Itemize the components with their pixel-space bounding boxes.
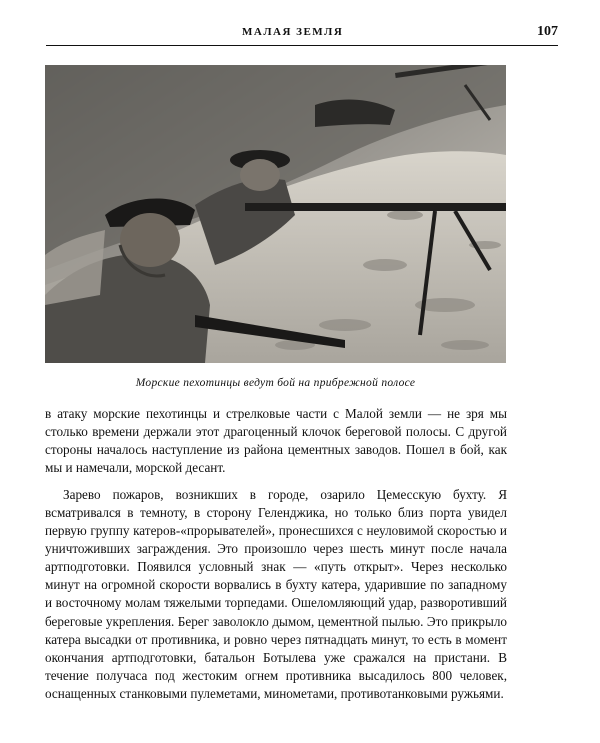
paragraph: в атаку морские пехотинцы и стрелковые части с Малой земли — не зря мы столько времени держали этот драгоценный клочок береговой полосы. С другой стороны началось наступление из района цементных заводов. Пошел в бой, как мы и намечали, морской десант. <box>45 406 507 476</box>
paragraph: Зарево пожаров, возникших в городе, озарило Цемесскую бухту. Я всматривался в темноту, в сторону Геленджика, но только близ порта увидел первую группу катеров-«прорывателей», пронесшихся с неуловимой скоростью и уничтоживших заграждения. Это произошло через шесть минут после начала артподготовки. Появился условный знак — «путь открыт». Через несколько минут на огромной скорости ворвались в бухту катера, ударившие по западному и восточному молам тяжелыми торпедами. Ошеломляющий удар, разворотивший береговые укрепления. Берег заволокло дымом, цементной пылью. Это прикрыло катера высадки от противника, и ровно через пятнадцать минут, то есть в момент окончания артподготовки, батальон Ботылева уже сражался на пристани. В течение получаса под жестоким огнем противника высадилось 800 человек, оснащенных станковыми пулеметами, минометами, противотанковыми ружьями. <box>45 487 507 701</box>
photo-caption: Морские пехотинцы ведут бой на прибрежной полосе <box>135 377 416 389</box>
running-head: МАЛАЯ ЗЕМЛЯ <box>242 26 344 38</box>
page-header <box>46 26 558 44</box>
photograph <box>45 65 506 363</box>
header-rule <box>46 45 558 46</box>
page-number: 107 <box>537 24 558 39</box>
body-text <box>45 405 507 703</box>
